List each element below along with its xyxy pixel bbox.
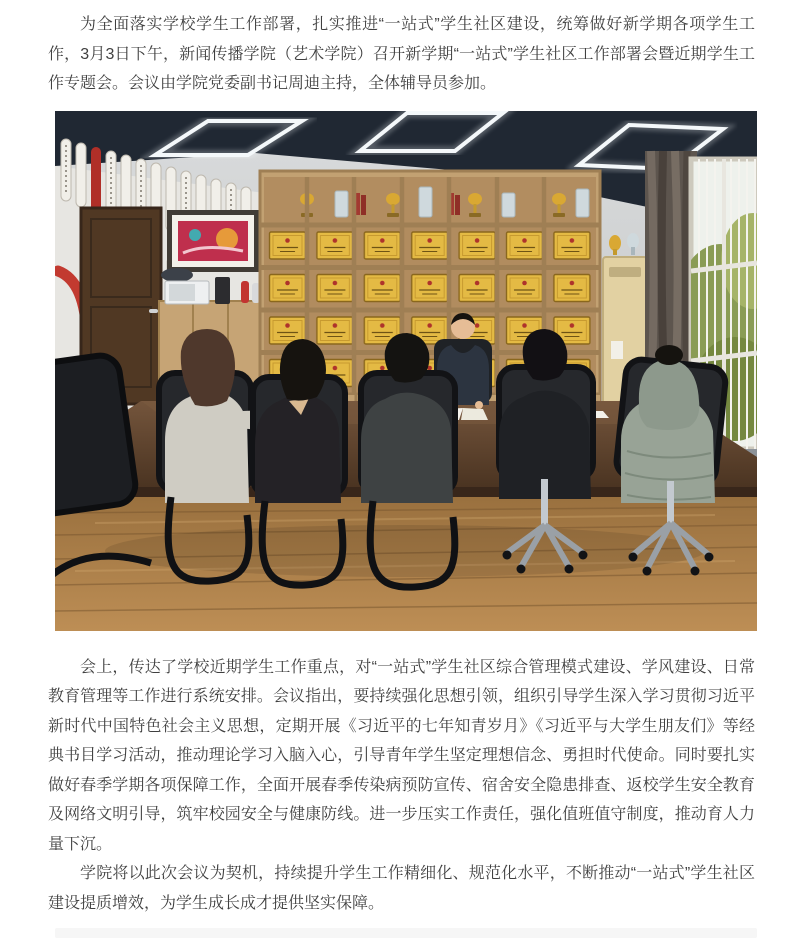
microwave: [165, 281, 209, 304]
article-paragraph-2: 会上，传达了学校近期学生工作重点，对“一站式”学生社区综合管理模式建设、学风建设、日常教育管理等工作进行系统安排。会议指出，要持续强化思想引领，组织引导学生深入学习贯彻习近平新时代中国特色社会主义思想，定期开展《习近平的七年知青岁月》《习近平与大学生朋友们》等经典书目学习活动，推动理论学习入脑入心，引导青年学生坚定理想信念、勇担时代使命。同时要扎实做好春季学期各项保障工作，全面开展春季传染病预防宣传、宿舍安全隐患排查、返校学生安全教育及网络文明引导，筑牢校园安全与健康防线。进一步压实工作责任，强化值班值守制度，推动育人力量下沉。: [48, 658, 755, 853]
artwork-frame: [167, 210, 259, 272]
meeting-photo: [55, 111, 757, 631]
next-image-top-edge: [55, 928, 757, 938]
coffee-maker: [215, 277, 230, 304]
article-paragraph-3: 学院将以此次会议为契机，持续提升学生工作精细化、规范化水平，不断推动“一站式”学生社区建设提质增效，为学生成长成才提供坚实保障。: [48, 865, 755, 912]
article-paragraph-1: 为全面落实学校学生工作部署，扎实推进“一站式”学生社区建设，统筹做好新学期各项学生工作，3月3日下午，新闻传播学院（艺术学院）召开新学期“一站式”学生社区工作部署会暨近期学生工作专题会。会议由学院党委副书记周迪主持，全体辅导员参加。: [48, 16, 755, 92]
